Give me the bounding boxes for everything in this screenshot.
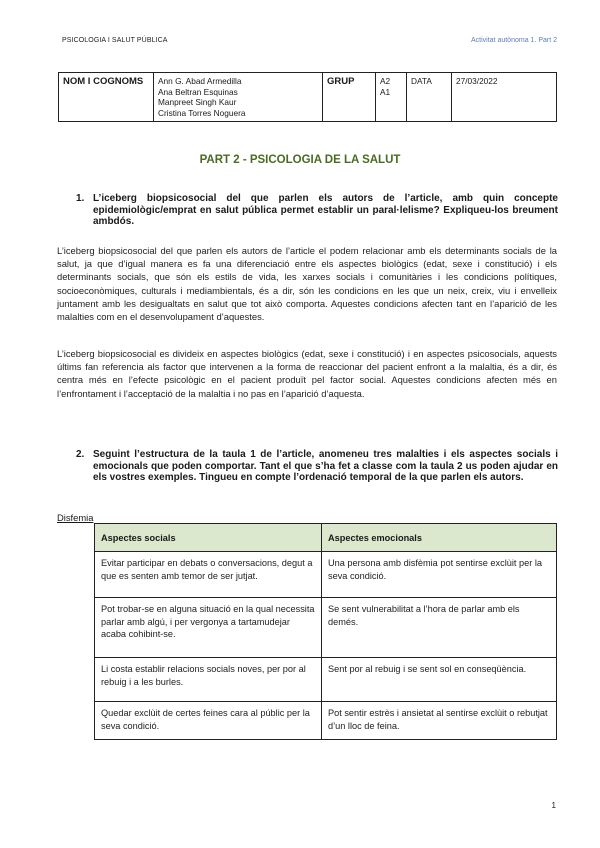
page-number: 1 [551,801,556,810]
answer-1-paragraph-2: L’iceberg biopsicosocial es divideix en aspectes biològics (edat, sexe i constitució) i en aspectes psicosocials, aquests últims fan referencia als factor que intervenen a la forma de reaccionar del pacient enfront a la malaltia, és a dir, és centra més en l’efecte psicològic en el pacient produït pel factor social. Aquestes condicions afecten més en l’enfrontament i l’acceptació de la malaltia i no pas en l’aparició d’aquesta. [57,348,557,399]
group-value: A2 [380,76,391,86]
aspects-table [94,523,557,740]
date-cell [452,73,557,122]
answer-1-paragraph-1: L’iceberg biopsicosocial del que parlen els autors de l’article el podem relacionar amb els determinants socials de la salut, ja que d’igual manera es fa una diferenciació entre els aspectes biològics (edat, sexe i constitució) i els determinants socials, que són els estils de vida, les xarxes socials i comunitàries i les condicions polítiques, socioeconòmiques, culturals i mediambientals, és a dir, són les condicions en les que un neix, creix, viu i envelleix juntament amb les desigualtats en salut que tot això comporta. Aquestes condicions afecten tant en l’aparició de les malalties com en el desenvolupament d’aquestes. [57,245,557,323]
running-header-right: Activitat autònoma 1. Part 2 [471,37,557,44]
social-cell: Quedar exclùit de certes feines cara al públic per la seva condició. [95,702,322,740]
social-cell: Pot trobar-se en alguna situació en la qual necessita parlar amb algú, i per vergonya a tartamudejar acaba cohibint-se. [95,598,322,658]
emotional-cell: Pot sentir estrès i ansietat al sentirse exclùit o rebutjat d’un lloc de feina. [322,702,557,740]
section-title: PART 2 - PSICOLOGIA DE LA SALUT [199,154,401,166]
table-row [95,552,557,598]
group-value: A1 [380,86,391,97]
disease-label: Disfemia [57,512,94,523]
group-values-cell [376,73,407,122]
name-label: NOM I COGNOMS [63,76,144,87]
student-info-table [58,72,557,122]
table-row [95,702,557,740]
group-label: GRUP [327,76,355,87]
student-name: Ana Beltran Esquinas [158,86,238,97]
date-value: 27/03/2022 [456,76,498,86]
column-header-emotional: Aspectes emocionals [322,524,557,552]
question-2-number: 2. [76,449,85,460]
emotional-cell: Se sent vulnerabilitat a l’hora de parlar amb els demés. [322,598,557,658]
student-name: Ann G. Abad Armedilla [158,76,242,86]
social-cell: Li costa establir relacions socials noves, per por al rebuig i a les burles. [95,658,322,702]
question-1-number: 1. [76,193,85,204]
date-label: DATA [411,76,432,86]
question-1: L’iceberg biopsicosocial del que parlen els autors de l’article, amb quin concepte epidemiològic/emprat en salut pública permet establir un paral·lelisme? Expliqueu-los breument ambdós. [93,193,558,227]
student-name: Cristina Torres Noguera [158,107,246,118]
table-header-row [95,524,557,552]
running-header-left: PSICOLOGIA I SALUT PÚBLICA [62,37,168,44]
student-name: Manpreet Singh Kaur [158,97,237,107]
column-header-social: Aspectes socials [95,524,322,552]
emotional-cell: Sent por al rebuig i se sent sol en conseqüència. [322,658,557,702]
names-cell [154,73,323,122]
question-2: Seguint l’estructura de la taula 1 de l’article, anomeneu tres malalties i els aspectes socials i emocionals que poden comportar. Tant el que s’ha fet a classe com la taula 2 us poden ajudar en els vostres exemples. Tingueu en compte l’ordenació temporal de la que parlen els autors. [93,449,558,483]
group-label-cell [323,73,376,122]
table-row [95,658,557,702]
date-label-cell [407,73,452,122]
name-label-cell [59,73,154,122]
emotional-cell: Una persona amb disfèmia pot sentirse exclùit per la seva condició. [322,552,557,598]
social-cell: Evitar participar en debats o conversacions, degut a que es senten amb temor de ser jutjat. [95,552,322,598]
table-row [95,598,557,658]
